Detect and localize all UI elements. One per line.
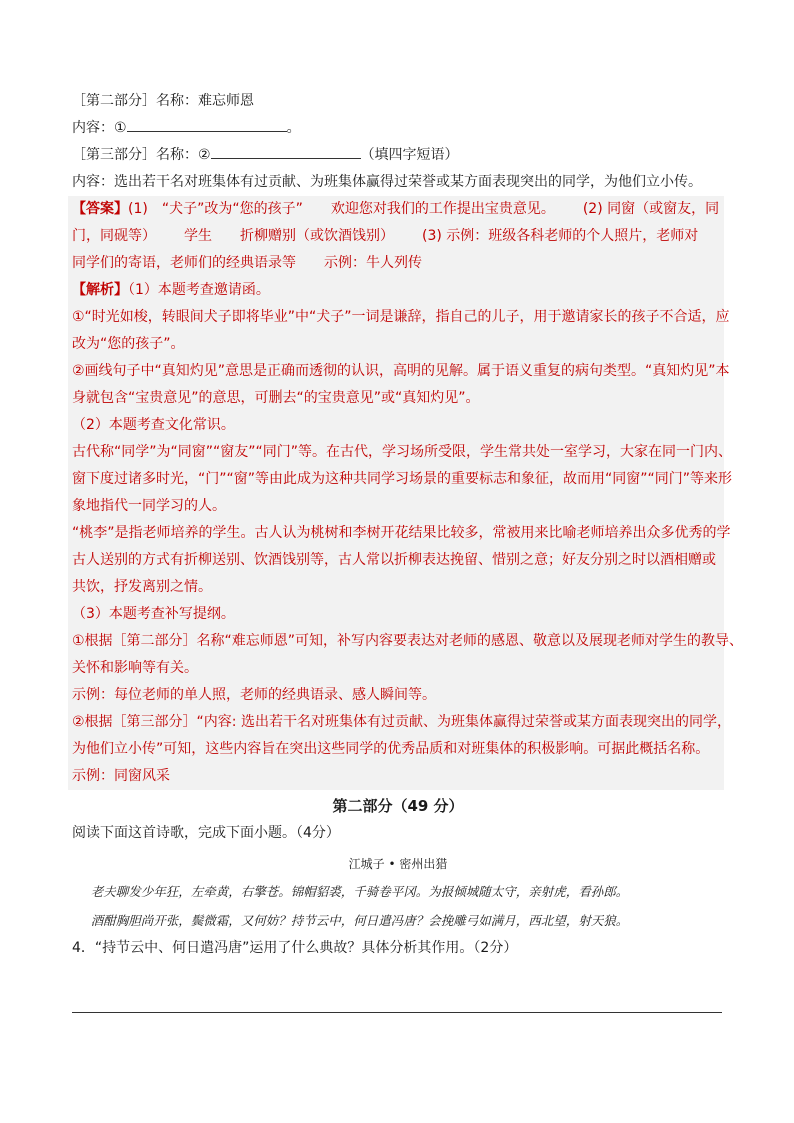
analysis-p1: （1）本题考查邀请函。 [128,282,270,298]
analysis-p8: （3）本题考查补写提纲。 [72,606,235,622]
part2-label-text: ［第二部分］名称：难忘师恩 [72,93,254,109]
poem-title: 江城子 • 密州出猎 [348,857,448,871]
analysis-p5b: 窗下度过诸多时光，“门”“窗”等由此成为这种共同学习场景的重要标志和象征，故而用“同窗”“同门”等来形 [72,471,733,487]
analysis-p3a: ②画线句子中“真知灼见”意思是正确而透彻的认识，高明的见解。属于语义重复的病句类型。“真知灼见”本 [72,363,730,379]
question-4: 4．“持节云中、何日遣冯唐”运用了什么典故？具体分析其作用。（2分） [72,940,518,956]
answer-line-1 [72,196,724,223]
analysis-p3b: 身就包含“宝贵意见”的意思，可删去“的宝贵意见”或“真知灼见”。 [72,390,480,406]
part3-label [72,142,724,169]
fill-blank-1[interactable] [127,117,287,132]
part2-label [72,88,724,115]
analysis-p10: 示例：每位老师的单人照，老师的经典语录、感人瞬间等。 [72,687,436,703]
answer-1b: 欢迎您对我们的工作提出宝贵意见。 [330,201,555,217]
section-intro: 阅读下面这首诗歌，完成下面小题。（4分） [72,825,340,841]
poem-line-1: 老夫聊发少年狂，左牵黄，右擎苍。锦帽貂裘，千骑卷平冈。为报倾城随太守，亲射虎，看孙郎。 [90,884,629,899]
answer-2c: 折柳赠别（或饮酒饯别） [240,228,394,244]
analysis-p2a: ①“时光如梭，转眼间犬子即将毕业”中“犬子”一词是谦辞，指自己的儿子，用于邀请家长的孩子不合适，应 [72,309,730,325]
answer-line-3 [72,250,724,277]
part2-content-prefix: 内容：① [72,120,127,136]
answer-block [68,196,744,790]
part2-content-suffix: 。 [286,120,301,136]
answer-2a: 门，同砚等） [72,228,156,244]
answer-1c: (2) 同窗（或窗友，同 [582,201,720,217]
analysis-p11b: 为他们立小传”可知，这些内容旨在突出这些同学的优秀品质和对班集体的积极影响。可据此概括名称。 [72,741,710,757]
analysis-p4: （2）本题考查文化常识。 [72,417,235,433]
analysis-p5a: 古代称“同学”为“同窗”“窗友”“同门”等。在古代，学习场所受限，学生常共处一室学习，大家在同一门内、 [72,444,733,460]
analysis-p12: 示例：同窗风采 [72,768,170,784]
analysis-p6a: “桃李”是指老师培养的学生。古人认为桃树和李树开花结果比较多，常被用来比喻老师培养出众多优秀的学 [72,525,731,541]
answer-2d: (3) 示例：班级各科老师的个人照片，老师对 [422,228,699,244]
analysis-p9a: ①根据［第二部分］名称“难忘师恩”可知，补写内容要表达对老师的感恩、敬意以及展现老师对学生的教导、 [72,633,744,649]
analysis-head [72,277,724,304]
analysis-p7a: 古人送别的方式有折柳送别、饮酒饯别等，古人常以折柳表达挽留、惜别之意；好友分别之时以酒相赠或 [72,552,716,568]
analysis-p11a: ②根据［第三部分］“内容: 选出若干名对班集体有过贡献、为班集体赢得过荣誉或某方面表现突出的同学， [72,714,731,730]
answer-3a: 同学们的寄语，老师们的经典语录等 [72,255,296,271]
answer-tag: 【答案】 [72,201,128,217]
analysis-p2b: 改为“您的孩子”。 [72,336,185,352]
document-page [72,88,744,962]
section-heading: 第二部分（49 分） [332,797,464,815]
part3-hint: （填四字短语） [360,147,459,163]
answer-line[interactable] [72,1012,722,1013]
fill-blank-2[interactable] [211,144,361,159]
poem-line-2: 酒酣胸胆尚开张，鬓微霜，又何妨？持节云中，何日遣冯唐？会挽雕弓如满月，西北望，射天狼。 [90,913,629,928]
analysis-p7b: 共饮，抒发离别之情。 [72,579,212,595]
part3-label-text: ［第三部分］名称：② [72,147,211,163]
part2-content [72,115,724,142]
analysis-tag: 【解析】 [72,282,128,298]
part3-content: 内容：选出若干名对班集体有过贡献、为班集体赢得过荣誉或某方面表现突出的同学，为他们立小传。 [72,174,702,190]
analysis-p9b: 关怀和影响等有关。 [72,660,198,676]
answer-line-2 [72,223,724,250]
answer-3b: 示例：牛人列传 [324,255,422,271]
answer-1a: (1) “犬子”改为“您的孩子” [128,201,303,217]
answer-2b: 学生 [184,228,212,244]
analysis-p5c: 象地指代一同学习的人。 [72,498,226,514]
